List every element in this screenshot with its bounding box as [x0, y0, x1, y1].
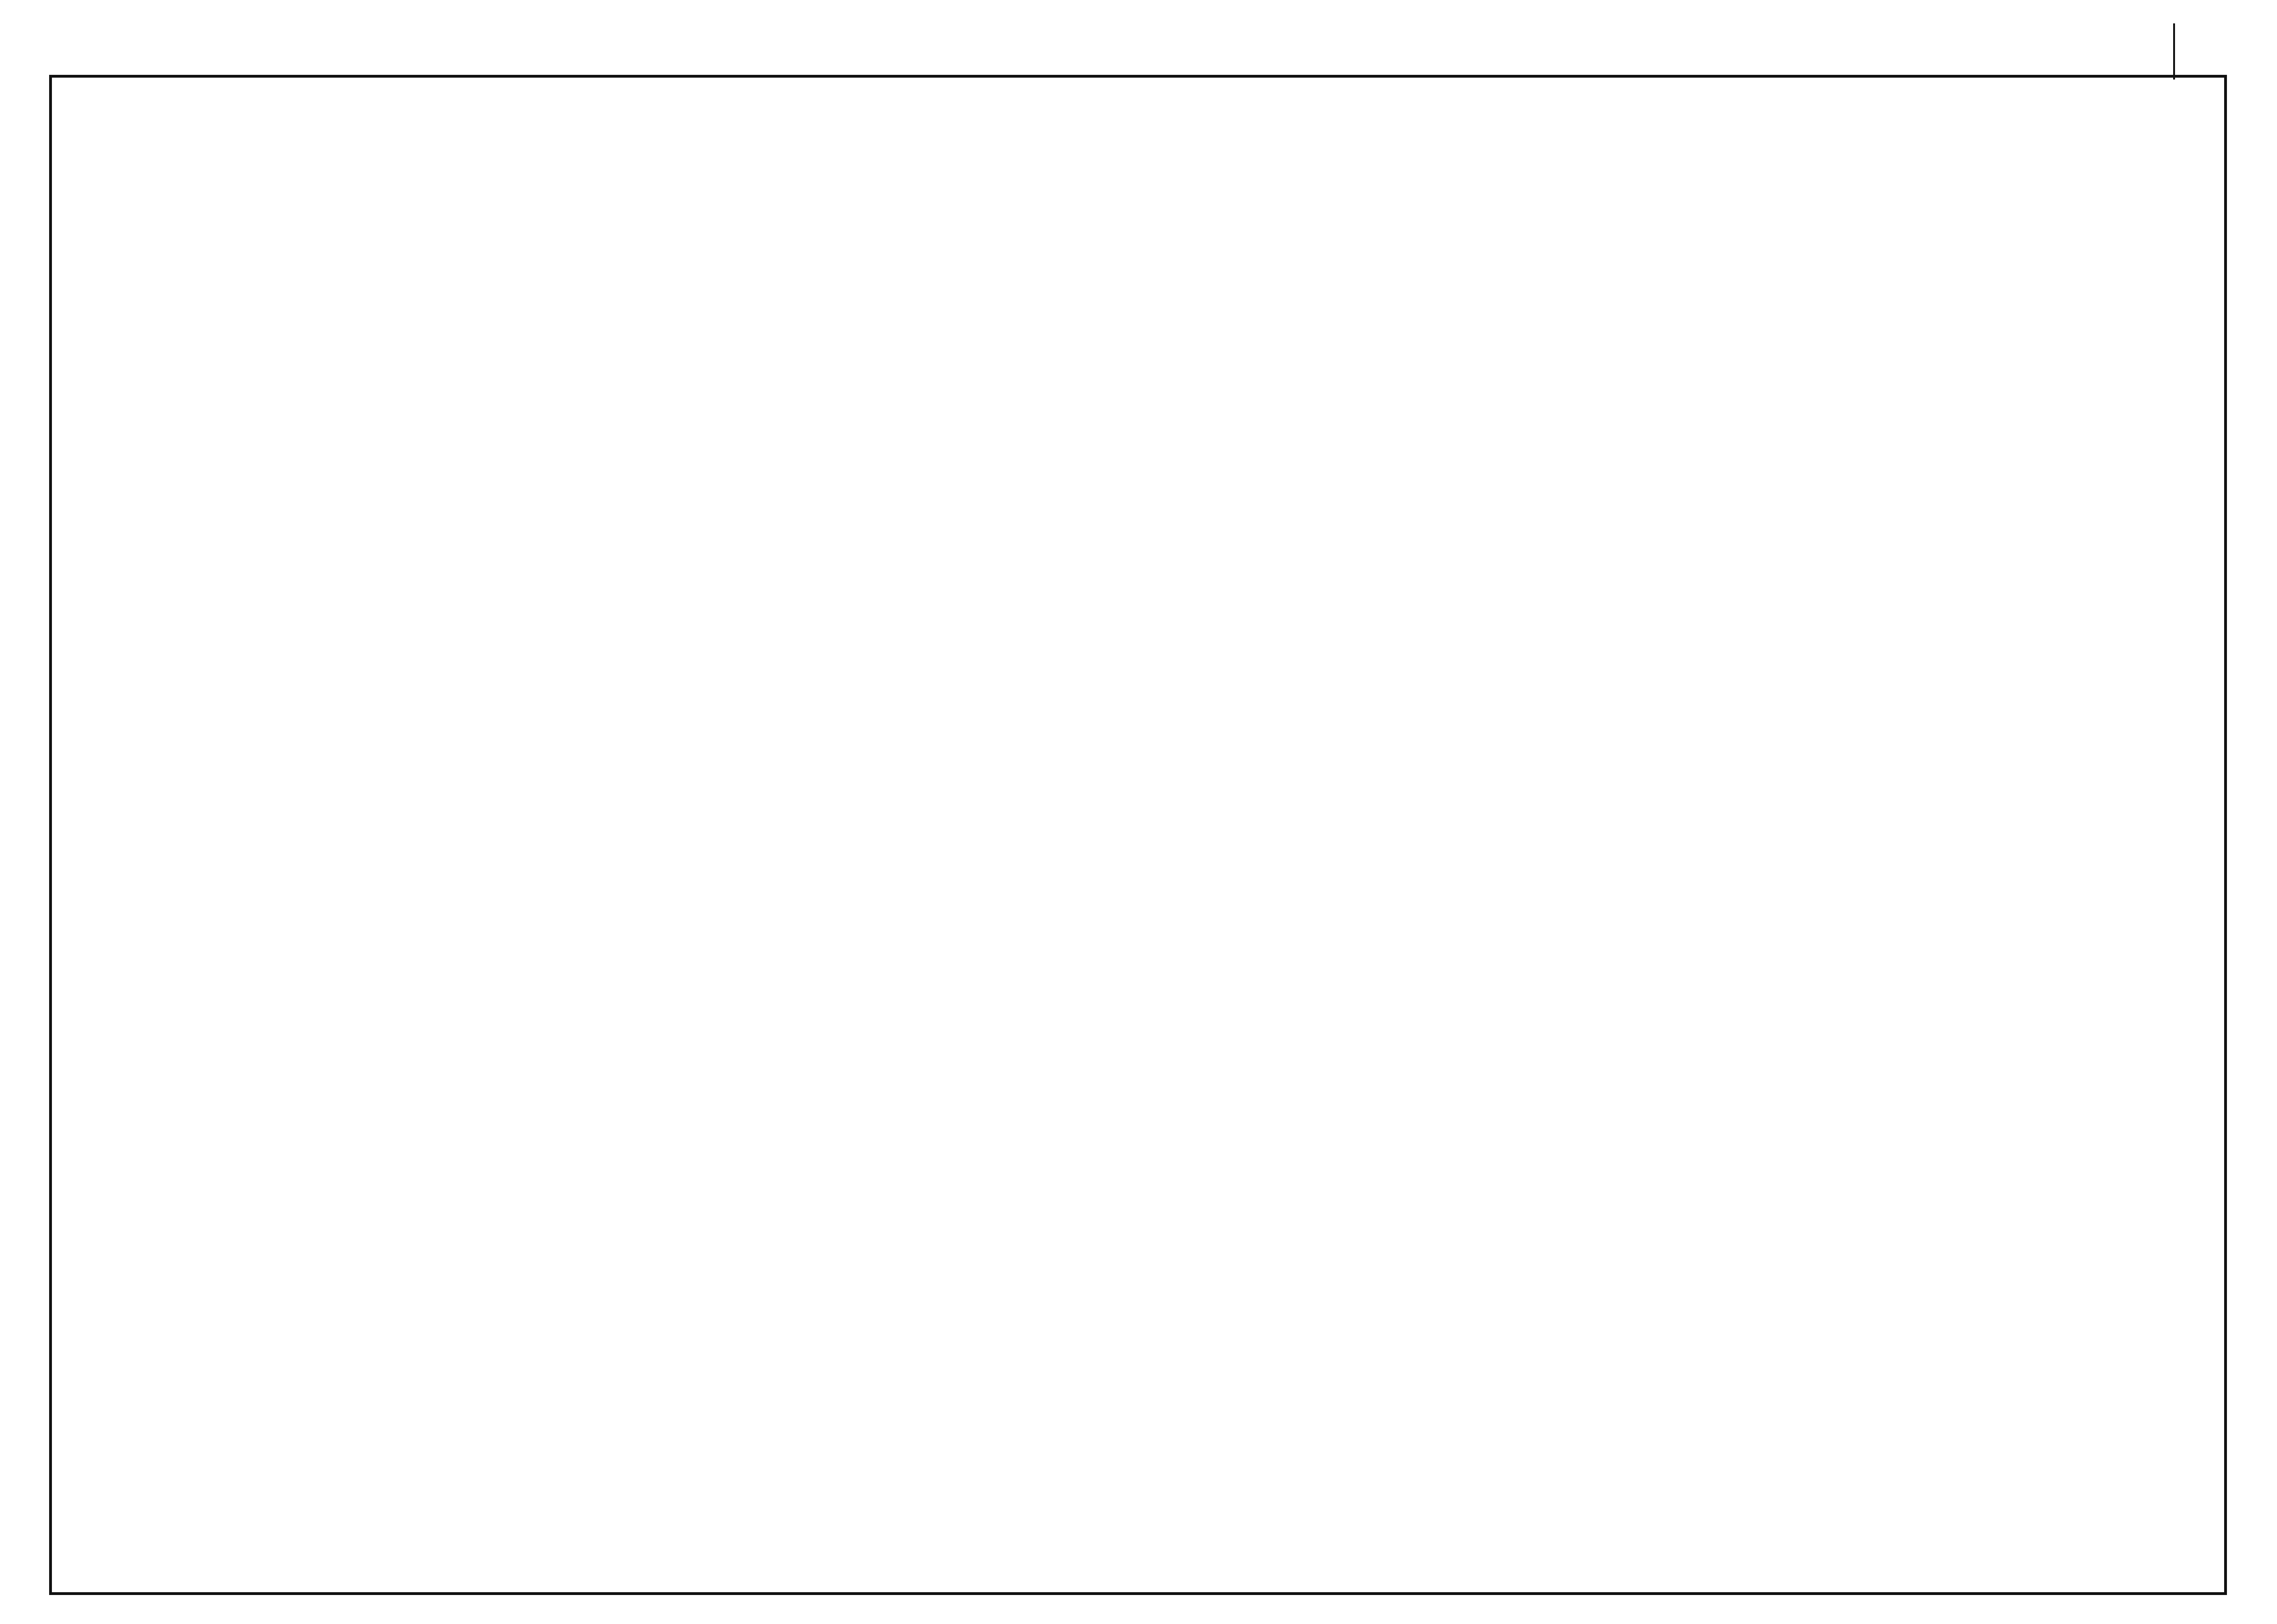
sheet-frame	[49, 75, 2227, 1595]
page-number-divider	[2173, 23, 2175, 80]
